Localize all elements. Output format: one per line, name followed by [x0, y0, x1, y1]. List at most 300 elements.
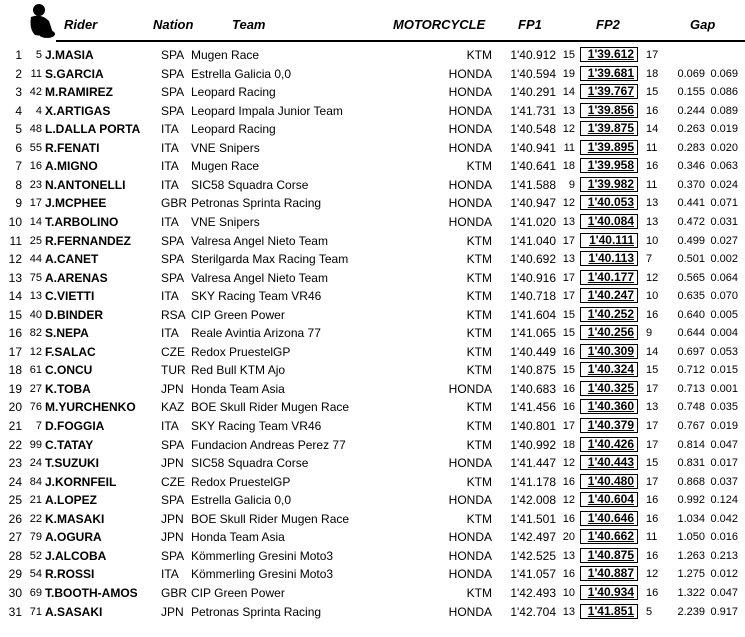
fp1-time: 1'42.493 — [510, 585, 556, 600]
fp2-laps: 17 — [646, 438, 659, 451]
position: 16 — [8, 326, 22, 341]
rider-name: J.ALCOBA — [45, 548, 107, 563]
gap-to-first: 0.713 — [677, 382, 705, 395]
nation: RSA — [161, 307, 186, 322]
rider-number: 24 — [29, 457, 42, 470]
rider-name: R.ROSSI — [45, 567, 95, 582]
fp1-laps: 20 — [562, 531, 575, 544]
team: Honda Team Asia — [191, 381, 285, 396]
team: Leopard Racing — [191, 85, 276, 100]
table-row — [0, 65, 745, 84]
team: Leopard Racing — [191, 122, 276, 137]
gap-to-previous: 0.027 — [710, 234, 738, 247]
position: 19 — [8, 381, 22, 396]
position: 30 — [8, 585, 22, 600]
fp2-laps: 13 — [646, 215, 659, 228]
rider-name: A.OGURA — [45, 530, 102, 545]
nation: JPN — [161, 456, 184, 471]
header-team: Team — [232, 17, 266, 32]
nation: GBR — [161, 585, 188, 600]
team: VNE Snipers — [191, 140, 260, 155]
position: 28 — [8, 548, 22, 563]
fp1-time: 1'40.801 — [510, 419, 556, 433]
rider-number: 99 — [29, 438, 42, 451]
table-row — [0, 46, 745, 65]
gap-to-previous: 0.035 — [710, 401, 738, 414]
fp2-laps: 13 — [646, 401, 659, 414]
table-header — [0, 0, 745, 44]
position: 25 — [8, 493, 22, 508]
rider-name: J.KORNFEIL — [45, 474, 117, 489]
table-row — [0, 250, 745, 269]
fp1-time: 1'40.548 — [510, 122, 556, 137]
rider-name: J.MASIA — [45, 48, 94, 62]
nation: SPA — [161, 85, 185, 100]
nation: TUR — [161, 363, 186, 378]
fp1-laps: 16 — [562, 401, 575, 414]
gap-to-previous: 0.017 — [710, 457, 738, 470]
nation: JPN — [161, 530, 184, 545]
position: 7 — [15, 159, 22, 174]
table-row — [0, 232, 745, 251]
fp1-time: 1'42.525 — [510, 548, 556, 563]
fp2-laps: 16 — [646, 586, 659, 599]
team: Leopard Impala Junior Team — [191, 103, 343, 118]
fp2-laps: 16 — [646, 494, 659, 507]
fp1-laps: 11 — [563, 141, 575, 154]
fp2-laps: 17 — [646, 420, 659, 432]
motorcycle: HONDA — [448, 530, 492, 545]
nation: SPA — [161, 270, 185, 285]
position: 3 — [15, 85, 22, 100]
rider-name: T.SUZUKI — [45, 456, 99, 471]
position: 13 — [8, 270, 22, 285]
rider-name: K.MASAKI — [45, 511, 105, 526]
rider-number: 79 — [29, 531, 42, 544]
fp1-laps: 17 — [562, 420, 575, 432]
motorcycle: KTM — [466, 437, 492, 452]
nation: SPA — [161, 66, 185, 81]
table-row — [0, 603, 745, 622]
gap-to-first: 0.697 — [677, 345, 705, 358]
fp1-laps: 15 — [562, 327, 575, 340]
fp2-laps: 5 — [646, 605, 653, 618]
header-motorcycle: MOTORCYCLE — [393, 17, 486, 32]
gap-to-first: 0.767 — [677, 420, 705, 432]
gap-to-previous: 0.012 — [710, 568, 738, 581]
gap-to-previous: 0.020 — [710, 141, 738, 154]
fp2-time: 1'40.360 — [580, 399, 638, 414]
position: 29 — [8, 567, 22, 582]
position: 26 — [8, 511, 22, 526]
fp1-time: 1'41.456 — [510, 400, 556, 415]
table-row — [0, 194, 745, 213]
motorcycle: KTM — [466, 289, 492, 304]
motorcycle: HONDA — [448, 456, 492, 471]
fp2-laps: 7 — [646, 253, 653, 266]
gap-to-previous: 0.001 — [710, 382, 738, 395]
table-row — [0, 491, 745, 510]
gap-to-first: 1.050 — [677, 531, 705, 544]
fp2-time: 1'40.646 — [580, 511, 638, 526]
rider-name: N.ANTONELLI — [45, 177, 126, 192]
motorcycle: HONDA — [448, 122, 492, 137]
rider-number: 84 — [29, 475, 42, 488]
fp2-time: 1'40.053 — [580, 195, 638, 210]
rider-name: A.MIGNO — [45, 159, 98, 174]
fp1-laps: 12 — [562, 197, 575, 210]
rider-number: 82 — [29, 327, 42, 340]
fp2-time: 1'39.875 — [580, 121, 638, 136]
rider-number: 27 — [29, 382, 42, 395]
fp1-laps: 17 — [562, 271, 575, 284]
motorcycle: KTM — [466, 363, 492, 378]
fp2-time: 1'40.379 — [580, 418, 638, 433]
fp2-laps: 15 — [646, 86, 659, 99]
rider-number: 7 — [35, 420, 42, 432]
position: 18 — [8, 363, 22, 378]
table-row — [0, 380, 745, 399]
rider-number: 61 — [29, 364, 42, 377]
table-row — [0, 213, 745, 232]
fp2-time: 1'40.256 — [580, 325, 638, 340]
fp2-laps: 11 — [646, 531, 658, 544]
team: SKY Racing Team VR46 — [191, 289, 322, 304]
fp2-laps: 15 — [646, 457, 659, 470]
rider-name: A.LOPEZ — [45, 493, 98, 508]
position: 31 — [8, 604, 22, 619]
position: 21 — [8, 419, 22, 433]
team: BOE Skull Rider Mugen Race — [191, 511, 350, 526]
fp1-time: 1'40.449 — [510, 344, 556, 359]
fp1-time: 1'42.497 — [510, 530, 556, 545]
fp1-laps: 16 — [562, 382, 575, 395]
motorcycle: KTM — [466, 511, 492, 526]
nation: ITA — [161, 140, 179, 155]
gap-to-previous: 0.042 — [710, 512, 738, 525]
rider-number: 76 — [29, 401, 42, 414]
gap-to-previous: 0.015 — [710, 364, 738, 377]
motorcycle: HONDA — [448, 66, 492, 81]
table-row — [0, 343, 745, 362]
gap-to-first: 2.239 — [677, 605, 705, 618]
motorcycle: HONDA — [448, 140, 492, 155]
gap-to-first: 1.322 — [677, 586, 705, 599]
fp1-time: 1'42.704 — [510, 604, 556, 619]
gap-to-first: 0.441 — [677, 197, 705, 210]
rider-number: 17 — [29, 197, 42, 210]
team: Valresa Angel Nieto Team — [191, 233, 328, 248]
gap-to-first: 0.748 — [677, 401, 705, 414]
position: 20 — [8, 400, 22, 415]
gap-to-first: 0.501 — [677, 253, 705, 266]
nation: JPN — [161, 511, 184, 526]
header-rider: Rider — [64, 17, 98, 32]
motorcycle: KTM — [466, 326, 492, 341]
rider-name: R.FENATI — [45, 140, 100, 155]
fp2-time: 1'40.247 — [580, 288, 638, 303]
motorcycle: KTM — [466, 159, 492, 174]
fp2-laps: 10 — [646, 290, 659, 303]
fp2-time: 1'41.851 — [580, 604, 638, 619]
position: 10 — [8, 214, 22, 229]
table-row — [0, 324, 745, 343]
position: 2 — [15, 66, 22, 81]
rider-name: D.FOGGIA — [45, 419, 105, 433]
fp1-time: 1'41.604 — [510, 307, 556, 322]
fp1-laps: 15 — [562, 364, 575, 377]
fp2-time: 1'40.662 — [580, 529, 638, 544]
fp1-time: 1'41.040 — [510, 233, 556, 248]
gap-to-first: 0.244 — [677, 104, 705, 117]
fp1-time: 1'40.912 — [510, 48, 556, 62]
rider-number: 75 — [29, 271, 42, 284]
team: Honda Team Asia — [191, 530, 285, 545]
fp2-laps: 17 — [646, 49, 659, 61]
gap-to-first: 1.275 — [677, 568, 705, 581]
rider-name: L.DALLA PORTA — [45, 122, 141, 137]
motorcycle: KTM — [466, 419, 492, 433]
gap-to-previous: 0.069 — [710, 67, 738, 80]
nation: CZE — [161, 344, 185, 359]
rider-number: 42 — [29, 86, 42, 99]
fp1-laps: 18 — [562, 160, 575, 173]
fp1-time: 1'41.447 — [510, 456, 556, 471]
motorcycle: KTM — [466, 474, 492, 489]
header-divider — [56, 40, 745, 42]
rider-name: S.GARCIA — [45, 66, 104, 81]
rider-name: C.VIETTI — [45, 289, 95, 304]
team: Estrella Galicia 0,0 — [191, 493, 292, 508]
nation: ITA — [161, 326, 179, 341]
gap-to-previous: 0.004 — [710, 327, 738, 340]
table-row — [0, 528, 745, 547]
fp2-time: 1'40.252 — [580, 307, 638, 322]
table-row — [0, 120, 745, 139]
position: 22 — [8, 437, 22, 452]
rider-name: F.SALAC — [45, 344, 96, 359]
fp2-laps: 16 — [646, 549, 659, 562]
position: 1 — [15, 48, 22, 62]
gap-to-previous: 0.063 — [710, 160, 738, 173]
fp2-time: 1'39.895 — [580, 140, 638, 155]
gap-to-previous: 0.005 — [710, 308, 738, 321]
fp2-time: 1'40.113 — [580, 251, 638, 266]
header-nation: Nation — [153, 17, 194, 32]
rider-name: R.FERNANDEZ — [45, 233, 131, 248]
rider-number: 5 — [35, 49, 42, 61]
rider-name: K.TOBA — [45, 381, 91, 396]
fp1-laps: 16 — [562, 475, 575, 488]
position: 15 — [8, 307, 22, 322]
nation: ITA — [161, 567, 179, 582]
rider-number: 55 — [29, 141, 42, 154]
table-row — [0, 510, 745, 529]
gap-to-first: 1.263 — [677, 549, 705, 562]
gap-to-first: 0.346 — [677, 160, 705, 173]
fp1-laps: 16 — [562, 512, 575, 525]
fp1-time: 1'40.947 — [510, 196, 556, 211]
motorcycle: HONDA — [448, 381, 492, 396]
table-row — [0, 417, 745, 436]
gap-to-previous: 0.019 — [710, 123, 738, 136]
nation: SPA — [161, 548, 185, 563]
motorcycle: HONDA — [448, 196, 492, 211]
position: 14 — [8, 289, 22, 304]
fp2-time: 1'40.480 — [580, 474, 638, 489]
gap-to-previous: 0.124 — [710, 494, 738, 507]
gap-to-previous: 0.064 — [710, 271, 738, 284]
rider-name: T.ARBOLINO — [45, 214, 119, 229]
table-row — [0, 269, 745, 288]
team: Sterilgarda Max Racing Team — [191, 252, 349, 267]
fp1-laps: 19 — [562, 67, 575, 80]
motorcycle: KTM — [466, 270, 492, 285]
fp2-laps: 15 — [646, 364, 659, 377]
nation: ITA — [161, 159, 179, 174]
fp2-laps: 10 — [646, 234, 659, 247]
fp2-time: 1'40.309 — [580, 344, 638, 359]
rider-number: 11 — [30, 67, 42, 80]
motorcycle-rider-icon — [25, 3, 57, 39]
rider-number: 44 — [29, 253, 42, 266]
fp2-laps: 9 — [646, 327, 653, 340]
fp2-time: 1'40.177 — [580, 270, 638, 285]
position: 4 — [15, 103, 22, 118]
position: 27 — [8, 530, 22, 545]
rider-number: 12 — [29, 345, 42, 358]
motorcycle: HONDA — [448, 177, 492, 192]
motorcycle: HONDA — [448, 604, 492, 619]
rider-name: D.BINDER — [45, 307, 104, 322]
gap-to-previous: 0.070 — [710, 290, 738, 303]
fp1-laps: 12 — [562, 494, 575, 507]
team: Mugen Race — [191, 159, 260, 174]
rider-name: J.MCPHEE — [45, 196, 107, 211]
nation: ITA — [161, 214, 179, 229]
fp2-time: 1'40.443 — [580, 455, 638, 470]
gap-to-first: 0.640 — [677, 308, 705, 321]
fp2-laps: 11 — [646, 178, 658, 191]
fp2-time: 1'40.887 — [580, 566, 638, 581]
team: CIP Green Power — [191, 307, 285, 322]
team: CIP Green Power — [191, 585, 285, 600]
gap-to-previous: 0.089 — [710, 104, 738, 117]
nation: ITA — [161, 122, 179, 137]
gap-to-previous: 0.037 — [710, 475, 738, 488]
team: Valresa Angel Nieto Team — [191, 270, 328, 285]
rider-number: 4 — [35, 104, 42, 117]
nation: JPN — [161, 604, 184, 619]
table-row — [0, 436, 745, 455]
team: Mugen Race — [191, 48, 260, 62]
team: Reale Avintia Arizona 77 — [191, 326, 321, 341]
gap-to-previous: 0.213 — [710, 549, 738, 562]
rider-name: T.BOOTH-AMOS — [45, 585, 138, 600]
fp2-time: 1'40.875 — [580, 548, 638, 563]
gap-to-first: 0.263 — [677, 123, 705, 136]
fp2-laps: 16 — [646, 512, 659, 525]
fp1-laps: 13 — [562, 104, 575, 117]
rider-name: M.RAMIREZ — [45, 85, 113, 100]
position: 8 — [15, 177, 22, 192]
team: Redox PruestelGP — [191, 344, 291, 359]
fp1-time: 1'40.291 — [510, 85, 556, 100]
motorcycle: HONDA — [448, 548, 492, 563]
gap-to-first: 0.155 — [677, 86, 705, 99]
fp1-time: 1'41.731 — [510, 103, 556, 118]
fp1-laps: 17 — [562, 290, 575, 303]
fp2-time: 1'39.612 — [580, 47, 638, 62]
table-row — [0, 287, 745, 306]
rider-name: C.TATAY — [45, 437, 94, 452]
rider-name: C.ONCU — [45, 363, 93, 378]
team: Kömmerling Gresini Moto3 — [191, 567, 334, 582]
team: Petronas Sprinta Racing — [191, 604, 322, 619]
gap-to-first: 0.069 — [677, 67, 705, 80]
fp2-time: 1'40.324 — [580, 362, 638, 377]
rider-name: A.SASAKI — [45, 604, 103, 619]
gap-to-first: 0.868 — [677, 475, 705, 488]
fp1-time: 1'41.057 — [510, 567, 556, 582]
nation: KAZ — [161, 400, 185, 415]
fp1-laps: 13 — [562, 215, 575, 228]
table-row — [0, 102, 745, 121]
motorcycle: HONDA — [448, 567, 492, 582]
position: 6 — [15, 140, 22, 155]
team: Kömmerling Gresini Moto3 — [191, 548, 334, 563]
fp1-laps: 13 — [562, 253, 575, 266]
nation: SPA — [161, 493, 185, 508]
rider-name: A.ARENAS — [45, 270, 108, 285]
motorcycle: HONDA — [448, 85, 492, 100]
fp1-laps: 12 — [562, 123, 575, 136]
fp2-laps: 12 — [646, 271, 659, 284]
nation: JPN — [161, 381, 184, 396]
fp1-time: 1'41.020 — [510, 214, 556, 229]
fp2-laps: 12 — [646, 568, 659, 581]
gap-to-first: 0.644 — [677, 327, 705, 340]
position: 24 — [8, 474, 22, 489]
gap-to-previous: 0.071 — [710, 197, 738, 210]
nation: ITA — [161, 177, 179, 192]
table-row — [0, 361, 745, 380]
position: 17 — [8, 344, 22, 359]
team: SKY Racing Team VR46 — [191, 419, 322, 433]
gap-to-first: 0.283 — [677, 141, 705, 154]
fp2-time: 1'39.856 — [580, 103, 638, 118]
fp2-time: 1'40.934 — [580, 585, 638, 600]
motorcycle: HONDA — [448, 214, 492, 229]
fp2-laps: 17 — [646, 382, 659, 395]
fp1-time: 1'41.065 — [510, 326, 556, 341]
header-fp2: FP2 — [596, 17, 620, 32]
gap-to-first: 0.499 — [677, 234, 705, 247]
nation: SPA — [161, 252, 185, 267]
table-row — [0, 565, 745, 584]
table-row — [0, 83, 745, 102]
rider-number: 25 — [29, 234, 42, 247]
fp2-time: 1'40.426 — [580, 437, 638, 452]
position: 11 — [9, 233, 22, 248]
gap-to-previous: 0.019 — [710, 420, 738, 432]
fp1-time: 1'41.501 — [510, 511, 556, 526]
team: BOE Skull Rider Mugen Race — [191, 400, 350, 415]
fp1-laps: 15 — [562, 49, 575, 61]
gap-to-first: 0.370 — [677, 178, 705, 191]
table-row — [0, 398, 745, 417]
rider-number: 71 — [29, 605, 42, 618]
